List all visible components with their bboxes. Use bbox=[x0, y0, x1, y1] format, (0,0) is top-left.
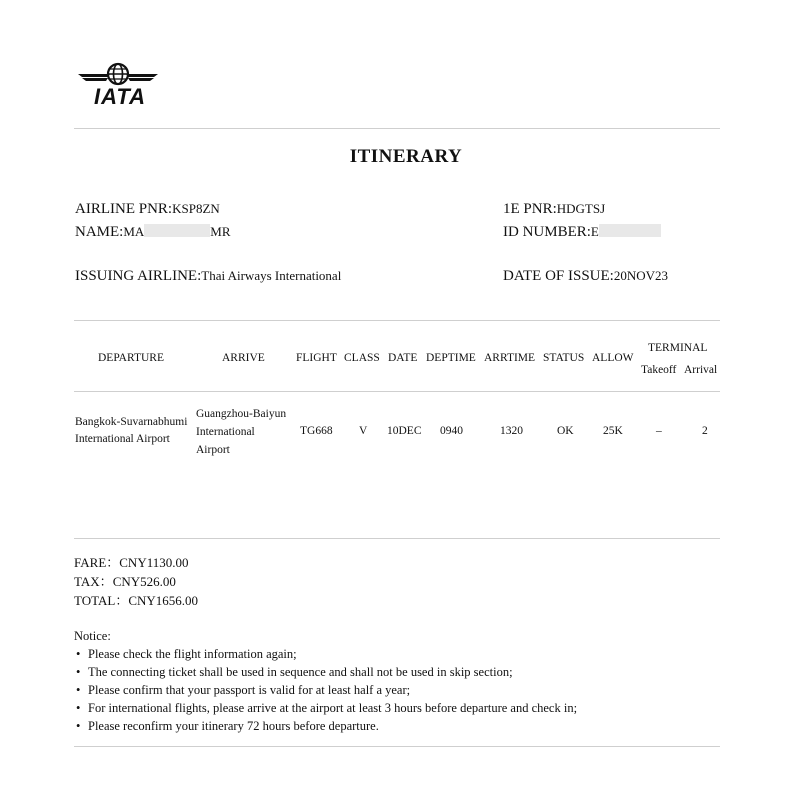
cell-arrive bbox=[196, 405, 286, 459]
cell-class: V bbox=[359, 425, 368, 437]
header-class: CLASS bbox=[344, 352, 380, 364]
divider bbox=[74, 746, 720, 747]
notice-item: • Please reconfirm your itinerary 72 hours before departure. bbox=[74, 717, 714, 735]
airline-pnr bbox=[75, 201, 220, 218]
notice-item: • Please confirm that your passport is valid for at least half a year; bbox=[74, 681, 714, 699]
iata-logo bbox=[76, 62, 160, 114]
tax-line bbox=[74, 572, 198, 591]
redaction-block bbox=[144, 224, 210, 237]
cell-status: OK bbox=[557, 425, 574, 437]
id-number bbox=[503, 224, 661, 241]
total-value: CNY1656.00 bbox=[128, 593, 199, 608]
cell-flight: TG668 bbox=[300, 425, 333, 437]
departure-line2: International Airport bbox=[75, 433, 170, 445]
header-arrival: Arrival bbox=[684, 364, 718, 376]
cell-arrtime: 1320 bbox=[500, 425, 523, 437]
total-label: TOTAL： bbox=[74, 593, 129, 608]
date-of-issue-value: 20NOV23 bbox=[613, 268, 669, 283]
header-departure: DEPARTURE bbox=[98, 352, 164, 364]
notice-item: • Please check the flight information again; bbox=[74, 645, 714, 663]
notice-heading: Notice: bbox=[74, 629, 111, 643]
cell-takeoff: – bbox=[656, 425, 662, 437]
fare-value: CNY1130.00 bbox=[119, 555, 189, 570]
cell-arrival: 2 bbox=[702, 425, 708, 437]
passenger-name bbox=[75, 224, 231, 241]
total-line bbox=[74, 591, 198, 610]
header-deptime: DEPTIME bbox=[426, 352, 476, 364]
arrive-line3: Airport bbox=[196, 444, 230, 456]
tax-value: CNY526.00 bbox=[112, 574, 176, 589]
cell-date: 10DEC bbox=[387, 425, 422, 437]
fare-line bbox=[74, 553, 198, 572]
id-number-value-prefix: E bbox=[590, 224, 599, 239]
date-of-issue bbox=[503, 268, 668, 285]
date-of-issue-label: DATE OF ISSUE: bbox=[503, 268, 614, 284]
issuing-airline-label: ISSUING AIRLINE: bbox=[75, 268, 202, 284]
ie-pnr-label: 1E PNR: bbox=[503, 201, 557, 217]
id-number-label: ID NUMBER: bbox=[503, 224, 591, 240]
header-date: DATE bbox=[388, 352, 418, 364]
divider bbox=[74, 128, 720, 129]
tax-label: TAX： bbox=[74, 574, 113, 589]
notice-list bbox=[74, 645, 714, 735]
arrive-line1: Guangzhou-Baiyun bbox=[196, 408, 287, 420]
logo-text: IATA bbox=[93, 84, 147, 109]
fare-block bbox=[74, 553, 198, 610]
notice-block bbox=[74, 627, 714, 735]
airline-pnr-label: AIRLINE PNR: bbox=[75, 201, 173, 217]
cell-allow: 25K bbox=[603, 425, 623, 437]
header-flight: FLIGHT bbox=[296, 352, 337, 364]
name-value-prefix: MA bbox=[123, 224, 145, 239]
header-allow: ALLOW bbox=[592, 352, 634, 364]
divider bbox=[74, 391, 720, 392]
ie-pnr bbox=[503, 201, 605, 218]
departure-line1: Bangkok-Suvarnabhumi bbox=[75, 416, 188, 428]
arrive-line2: International bbox=[196, 426, 255, 438]
header-terminal: TERMINAL bbox=[648, 342, 708, 354]
cell-deptime: 0940 bbox=[440, 425, 463, 437]
issuing-airline bbox=[75, 268, 341, 285]
page-title: ITINERARY bbox=[349, 146, 463, 167]
airline-pnr-value: KSP8ZN bbox=[172, 201, 220, 216]
name-label: NAME: bbox=[75, 224, 124, 240]
header-takeoff: Takeoff bbox=[641, 364, 677, 376]
header-arrtime: ARRTIME bbox=[484, 352, 536, 364]
divider bbox=[74, 538, 720, 539]
notice-item: • For international flights, please arrive at the airport at least 3 hours before departure and check in; bbox=[74, 699, 714, 717]
notice-item: • The connecting ticket shall be used in sequence and shall not be used in skip section; bbox=[74, 663, 714, 681]
header-arrive: ARRIVE bbox=[222, 352, 265, 364]
issuing-airline-value: Thai Airways International bbox=[201, 268, 342, 283]
name-value-suffix: MR bbox=[210, 224, 231, 239]
header-status: STATUS bbox=[543, 352, 585, 364]
divider bbox=[74, 320, 720, 321]
ie-pnr-value: HDGTSJ bbox=[556, 201, 606, 216]
redaction-block bbox=[599, 224, 661, 237]
cell-departure bbox=[75, 414, 187, 448]
fare-label: FARE： bbox=[74, 555, 120, 570]
